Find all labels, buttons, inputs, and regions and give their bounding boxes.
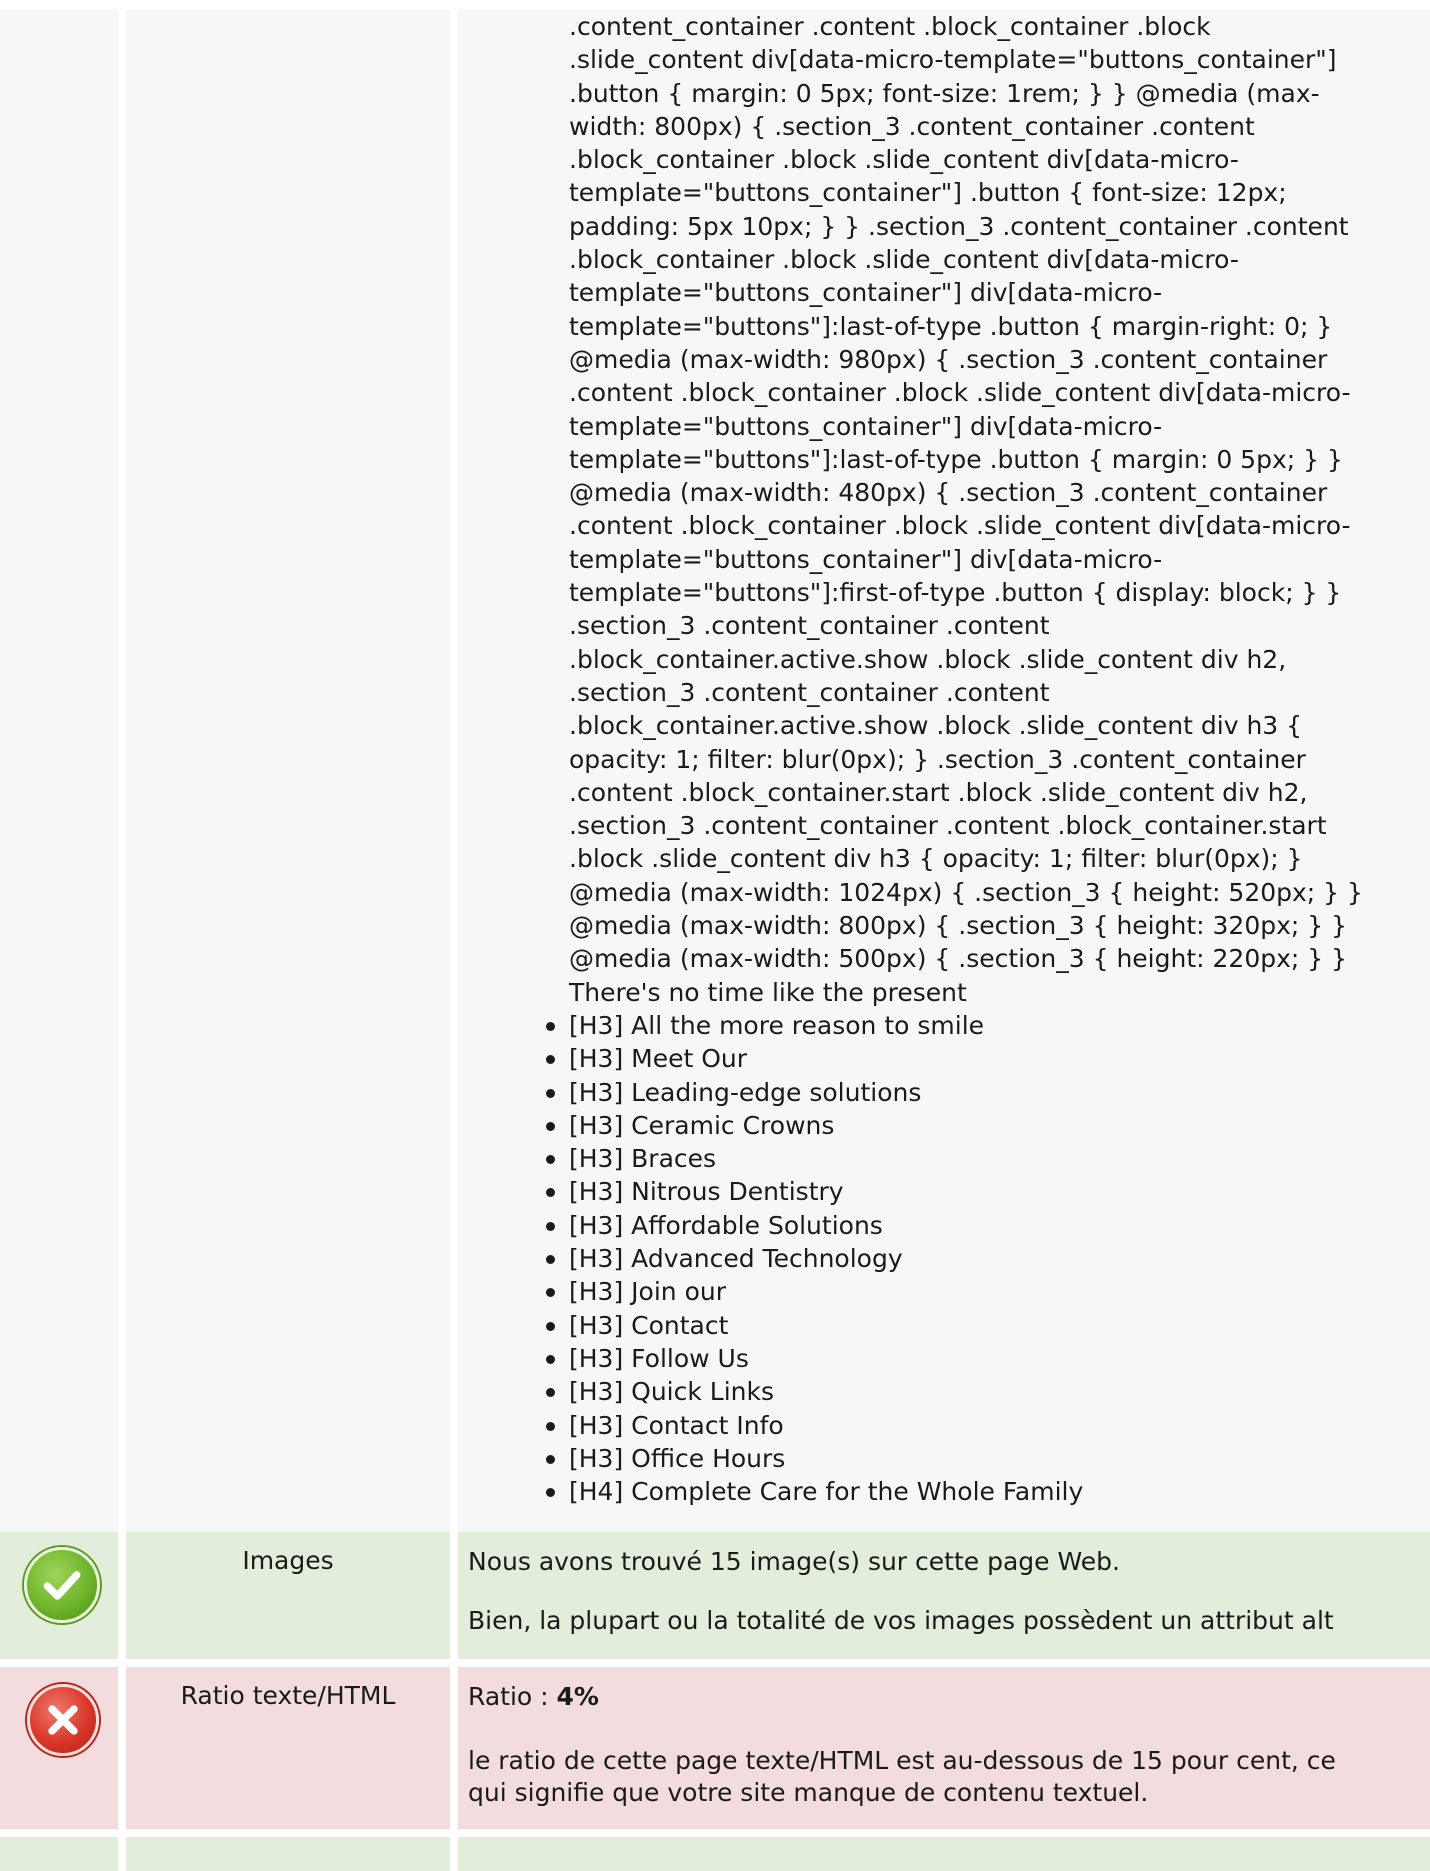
code-line: .content .block_container .block .slide_content div[data-micro- [569,378,1351,408]
status-cell [0,1532,118,1659]
code-line: .content_container .content .block_container .block [569,12,1211,41]
heading-item: [H3] Join our [544,1275,1404,1308]
images-alt-text: Bien, la plupart ou la totalité de vos images possèdent un attribut alt [468,1606,1334,1635]
code-line: template="buttons_container"] div[data-micro- [569,278,1163,308]
code-line: width: 800px) { .section_3 .content_container .content [569,111,1255,141]
code-line: template="buttons_container"] div[data-micro- [569,544,1163,574]
heading-item: [H3] Contact Info [544,1409,1404,1442]
code-line: @media (max-width: 800px) { .section_3 { height: 320px; } } [569,911,1348,941]
code-line: template="buttons_container"] div[data-micro- [569,411,1163,441]
code-line: .section_3 .content_container .content [569,611,1050,641]
next-row [0,1837,1430,1871]
images-count-text: Nous avons trouvé 15 image(s) sur cette page Web. [468,1547,1120,1576]
code-line: .section_3 .content_container .content .block_container.start [569,811,1327,841]
code-line: template="buttons"]:first-of-type .button { display: block; } } [569,578,1342,608]
code-line: @media (max-width: 980px) { .section_3 .content_container [569,344,1328,374]
content-cell [450,1532,1430,1659]
ratio-label: Ratio texte/HTML [180,1681,396,1710]
heading-item: [H3] Affordable Solutions [544,1209,1404,1242]
ratio-explanation-1: le ratio de cette page texte/HTML est au-dessous de 15 pour cent, ce [468,1746,1336,1775]
heading-item: [H3] Follow Us [544,1342,1404,1375]
code-line: .block_container.active.show .block .slide_content div h2, [569,644,1287,674]
images-label: Images [242,1546,334,1575]
label-cell [126,1837,450,1871]
heading-item: [H3] Meet Our [544,1042,1404,1075]
code-line: .block_container.active.show .block .slide_content div h3 { [569,711,1303,741]
code-line: .content .block_container.start .block .slide_content div h2, [569,777,1308,807]
ratio-value-text: Ratio : 4% [468,1682,599,1711]
heading-item: [H3] Office Hours [544,1442,1404,1475]
content-cell [450,1667,1430,1829]
code-line: @media (max-width: 500px) { .section_3 { height: 220px; } } [569,944,1348,974]
heading-item: [H3] Braces [544,1142,1404,1175]
code-line: .section_3 .content_container .content [569,677,1050,707]
heading-item: [H3] Nitrous Dentistry [544,1175,1404,1208]
code-line: .block_container .block .slide_content div[data-micro- [569,245,1239,275]
ratio-explanation-2: qui signifie que votre site manque de contenu textuel. [468,1778,1149,1807]
status-cell [0,10,118,1532]
label-cell [126,1667,450,1829]
css-code-dump [569,10,1409,1009]
code-line: opacity: 1; filter: blur(0px); } .section_3 .content_container [569,744,1306,774]
status-cell [0,1667,118,1829]
heading-item: [H4] Complete Care for the Whole Family [544,1475,1404,1508]
code-line: template="buttons"]:last-of-type .button { margin: 0 5px; } } [569,444,1343,474]
code-line: .slide_content div[data-micro-template="buttons_container"] [569,45,1337,75]
code-line: template="buttons"]:last-of-type .button { margin-right: 0; } [569,311,1333,341]
heading-item: [H3] Quick Links [544,1375,1404,1408]
code-line: There's no time like the present [569,977,967,1007]
cross-icon [27,1684,99,1756]
content-cell [450,1837,1430,1871]
heading-item: [H3] Contact [544,1309,1404,1342]
label-cell [126,1532,450,1659]
code-line: .button { margin: 0 5px; font-size: 1rem; } } @media (max- [569,78,1320,108]
check-icon [24,1547,100,1623]
code-line: @media (max-width: 1024px) { .section_3 { height: 520px; } } [569,877,1363,907]
heading-item: [H3] Leading-edge solutions [544,1076,1404,1109]
code-line: .content .block_container .block .slide_content div[data-micro- [569,511,1351,541]
ratio-value: 4% [556,1682,599,1711]
heading-item: [H3] Advanced Technology [544,1242,1404,1275]
code-line: padding: 5px 10px; } } .section_3 .content_container .content [569,211,1349,241]
headings-list [544,1009,1404,1508]
heading-item: [H3] Ceramic Crowns [544,1109,1404,1142]
code-line: .block_container .block .slide_content div[data-micro- [569,145,1239,175]
code-line: @media (max-width: 480px) { .section_3 .content_container [569,478,1328,508]
ratio-row [0,1667,1430,1829]
code-line: template="buttons_container"] .button { font-size: 12px; [569,178,1287,208]
label-cell [126,10,450,1532]
code-line: .block .slide_content div h3 { opacity: 1; filter: blur(0px); } [569,844,1303,874]
heading-item: [H3] All the more reason to smile [544,1009,1404,1042]
status-cell [0,1837,118,1871]
images-row [0,1532,1430,1659]
